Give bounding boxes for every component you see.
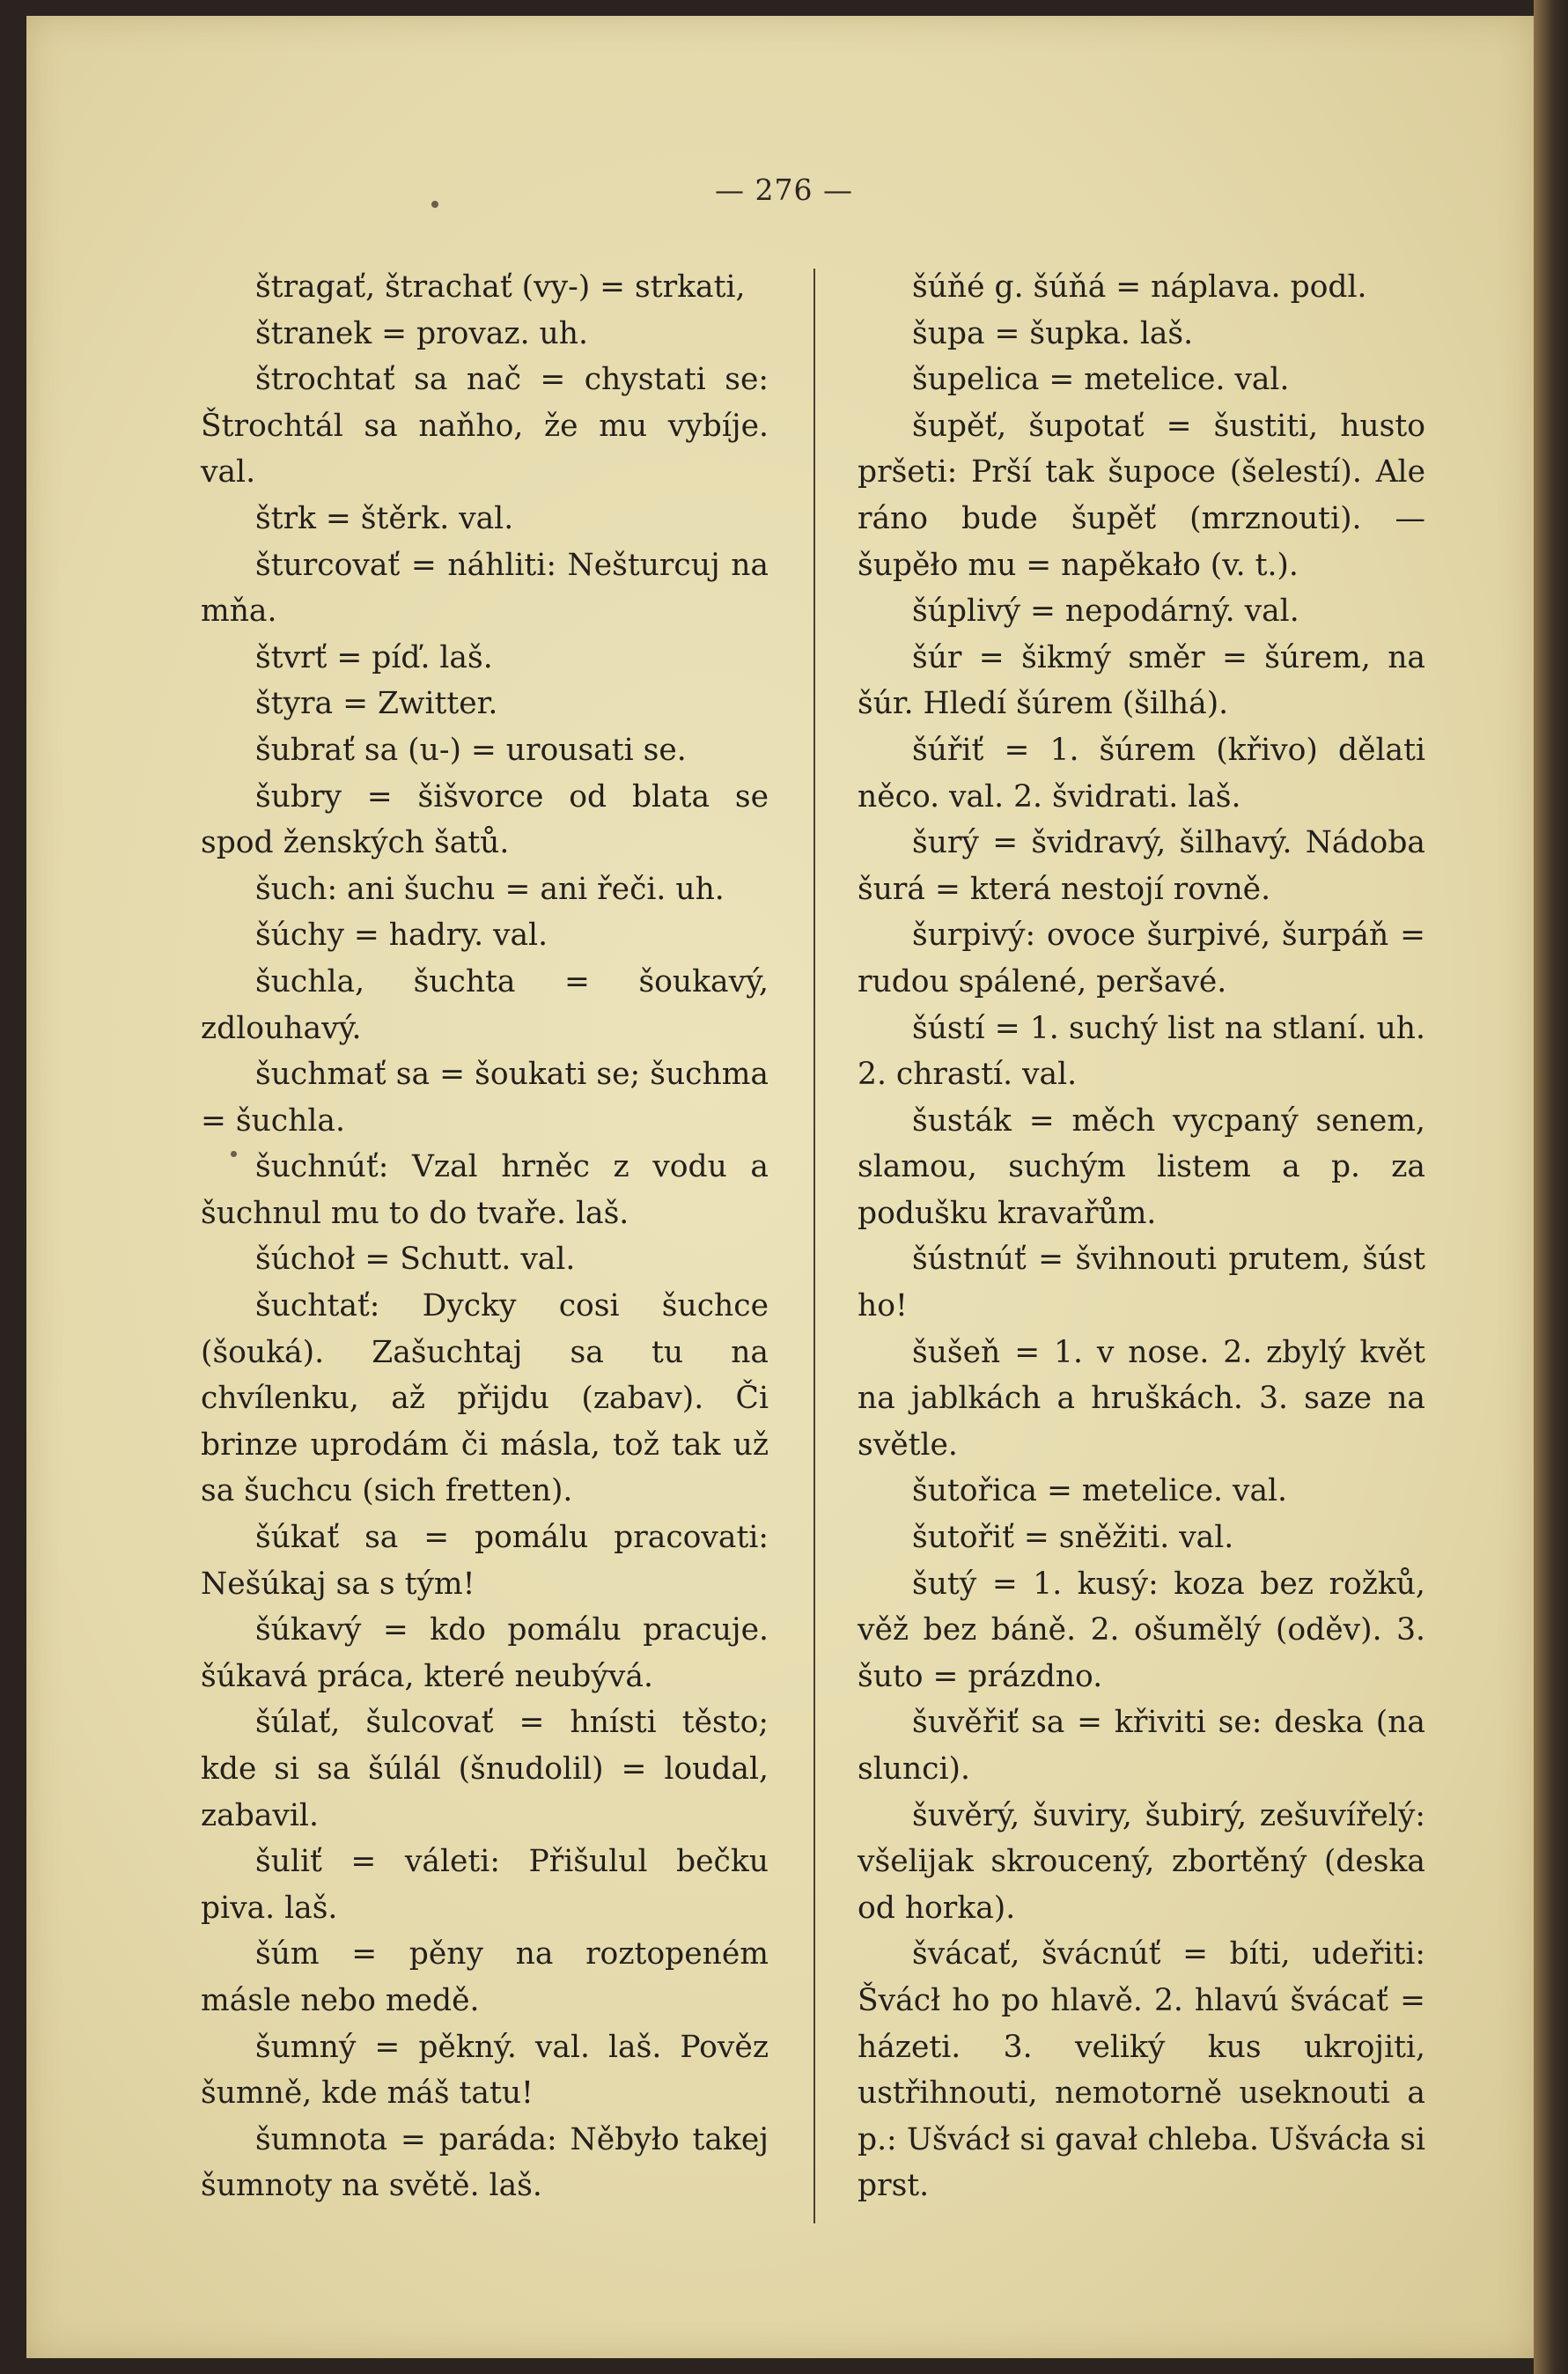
dictionary-entry: šuvěřiť sa = křiviti se: deska (na slunci). <box>858 1705 1425 1787</box>
page-edge <box>1534 0 1568 2374</box>
dictionary-entry: šúm = pěny na roztopeném másle nebo medě. <box>201 1936 769 2018</box>
dictionary-entry: štragať, štrachať (vy-) = strkati, <box>255 269 746 305</box>
dictionary-entry: šúlať, šulcovať = hnísti těsto; kde si sa šúlál (šnudolil) = loudal, zabavil. <box>201 1705 769 1833</box>
dictionary-entry: šutý = 1. kusý: koza bez rožků, věž bez báně. 2. ošumělý (oděv). 3. šuto = prázdno. <box>858 1566 1425 1694</box>
left-column <box>201 264 769 2209</box>
dictionary-entry: šuchla, šuchta = šoukavý, zdlouhavý. <box>201 963 769 1046</box>
dictionary-entry: šuliť = váleti: Přišulul bečku piva. laš. <box>201 1844 769 1926</box>
dictionary-entry: šurpivý: ovoce šurpivé, šurpáň = rudou spálené, peršavé. <box>858 918 1425 999</box>
dictionary-entry: šuchtať: Dycky cosi šuchce (šouká). Zašuchtaj sa tu na chvílenku, až přijdu (zabav). Či brinze uprodám či másla, tož tak už sa šuchcu (sich fretten). <box>201 1288 769 1509</box>
dictionary-entry: šubrať sa (u-) = urousati se. <box>255 732 687 768</box>
dictionary-entry: štranek = provaz. uh. <box>255 315 588 351</box>
dictionary-entry: šuchnúť: Vzal hrněc z vodu a šuchnul mu to do tvaře. laš. <box>201 1149 769 1231</box>
dictionary-entry: šúňé g. šúňá = náplava. podl. <box>912 269 1367 305</box>
dictionary-entry: šúchoł = Schutt. val. <box>255 1242 576 1278</box>
dictionary-entry: šusták = měch vycpaný senem, slamou, suchým listem a p. za podušku kravařům. <box>858 1102 1425 1231</box>
dictionary-entry: šušeň = 1. v nose. 2. zbylý květ na jablkách a hruškách. 3. saze na světle. <box>858 1334 1425 1463</box>
dictionary-entry: šturcovať = náhliti: Nešturcuj na mňa. <box>201 547 769 630</box>
dictionary-entry: šutořica = metelice. val. <box>912 1473 1288 1509</box>
dictionary-entry: šúřiť = 1. šúrem (křivo) dělati něco. val. 2. švidrati. laš. <box>858 732 1425 815</box>
dictionary-entry: štrochtať sa nač = chystati se: Štrochtál sa naňho, že mu vybíje. val. <box>201 362 769 490</box>
dictionary-entry: šuchmať sa = šoukati se; šuchma = šuchla. <box>201 1057 769 1139</box>
dictionary-entry: štyra = Zwitter. <box>255 686 498 722</box>
dictionary-entry: šumnota = paráda: Něbyło takej šumnoty na světě. laš. <box>201 2121 769 2204</box>
dictionary-entry: šústnúť = švihnouti prutem, šúst ho! <box>858 1242 1425 1324</box>
dictionary-entry: šurý = švidravý, šilhavý. Nádoba šurá = která nestojí rovně. <box>858 825 1425 907</box>
right-column <box>858 264 1425 2209</box>
dictionary-entry: švácať, švácnúť = bíti, udeřiti: Švácł ho po hlavě. 2. hlavú švácať = házeti. 3. veliký kus ukrojiti, ustřihnouti, nemotorně useknouti a p.: Ušvácł si gavał chleba. Ušvácła si prst. <box>858 1936 1425 2204</box>
dictionary-entry: šúkavý = kdo pomálu pracuje. šúkavá práca, které neubývá. <box>201 1612 769 1694</box>
column-divider <box>813 269 815 2223</box>
page-number: — 276 — <box>715 173 853 207</box>
dictionary-entry: šústí = 1. suchý list na stlaní. uh. 2. chrastí. val. <box>858 1010 1425 1093</box>
dictionary-entry: šúkať sa = pomálu pracovati: Nešúkaj sa s tým! <box>201 1520 769 1602</box>
dictionary-entry: šutořiť = sněžiti. val. <box>912 1520 1234 1556</box>
speck <box>431 201 438 208</box>
dictionary-entry: šubry = šišvorce od blata se spod ženských šatů. <box>201 778 769 861</box>
dictionary-entry: šúchy = hadry. val. <box>255 918 548 954</box>
dictionary-entry: štvrť = píď. laš. <box>255 639 493 675</box>
dictionary-entry: šuch: ani šuchu = ani řeči. uh. <box>255 871 725 907</box>
dictionary-entry: šupelica = metelice. val. <box>912 362 1290 398</box>
dictionary-entry: šúplivý = nepodárný. val. <box>912 594 1299 630</box>
dictionary-entry: šúr = šikmý směr = šúrem, na šúr. Hledí šúrem (šilhá). <box>858 639 1425 722</box>
dictionary-entry: štrk = štěrk. val. <box>255 500 514 536</box>
dictionary-entry: šumný = pěkný. val. laš. Pověz šumně, kde máš tatu! <box>201 2029 769 2112</box>
dictionary-entry: šuvěrý, šuviry, šubirý, zešuvířelý: všelijak skroucený, zbortěný (deska od horka). <box>858 1797 1425 1926</box>
dictionary-entry: šupěť, šupotať = šustiti, husto pršeti: Prší tak šupoce (šelestí). Ale ráno bude šupěť (mrznouti). — šupěło mu = napěkało (v. t.). <box>858 408 1425 583</box>
dictionary-entry: šupa = šupka. laš. <box>912 315 1194 351</box>
